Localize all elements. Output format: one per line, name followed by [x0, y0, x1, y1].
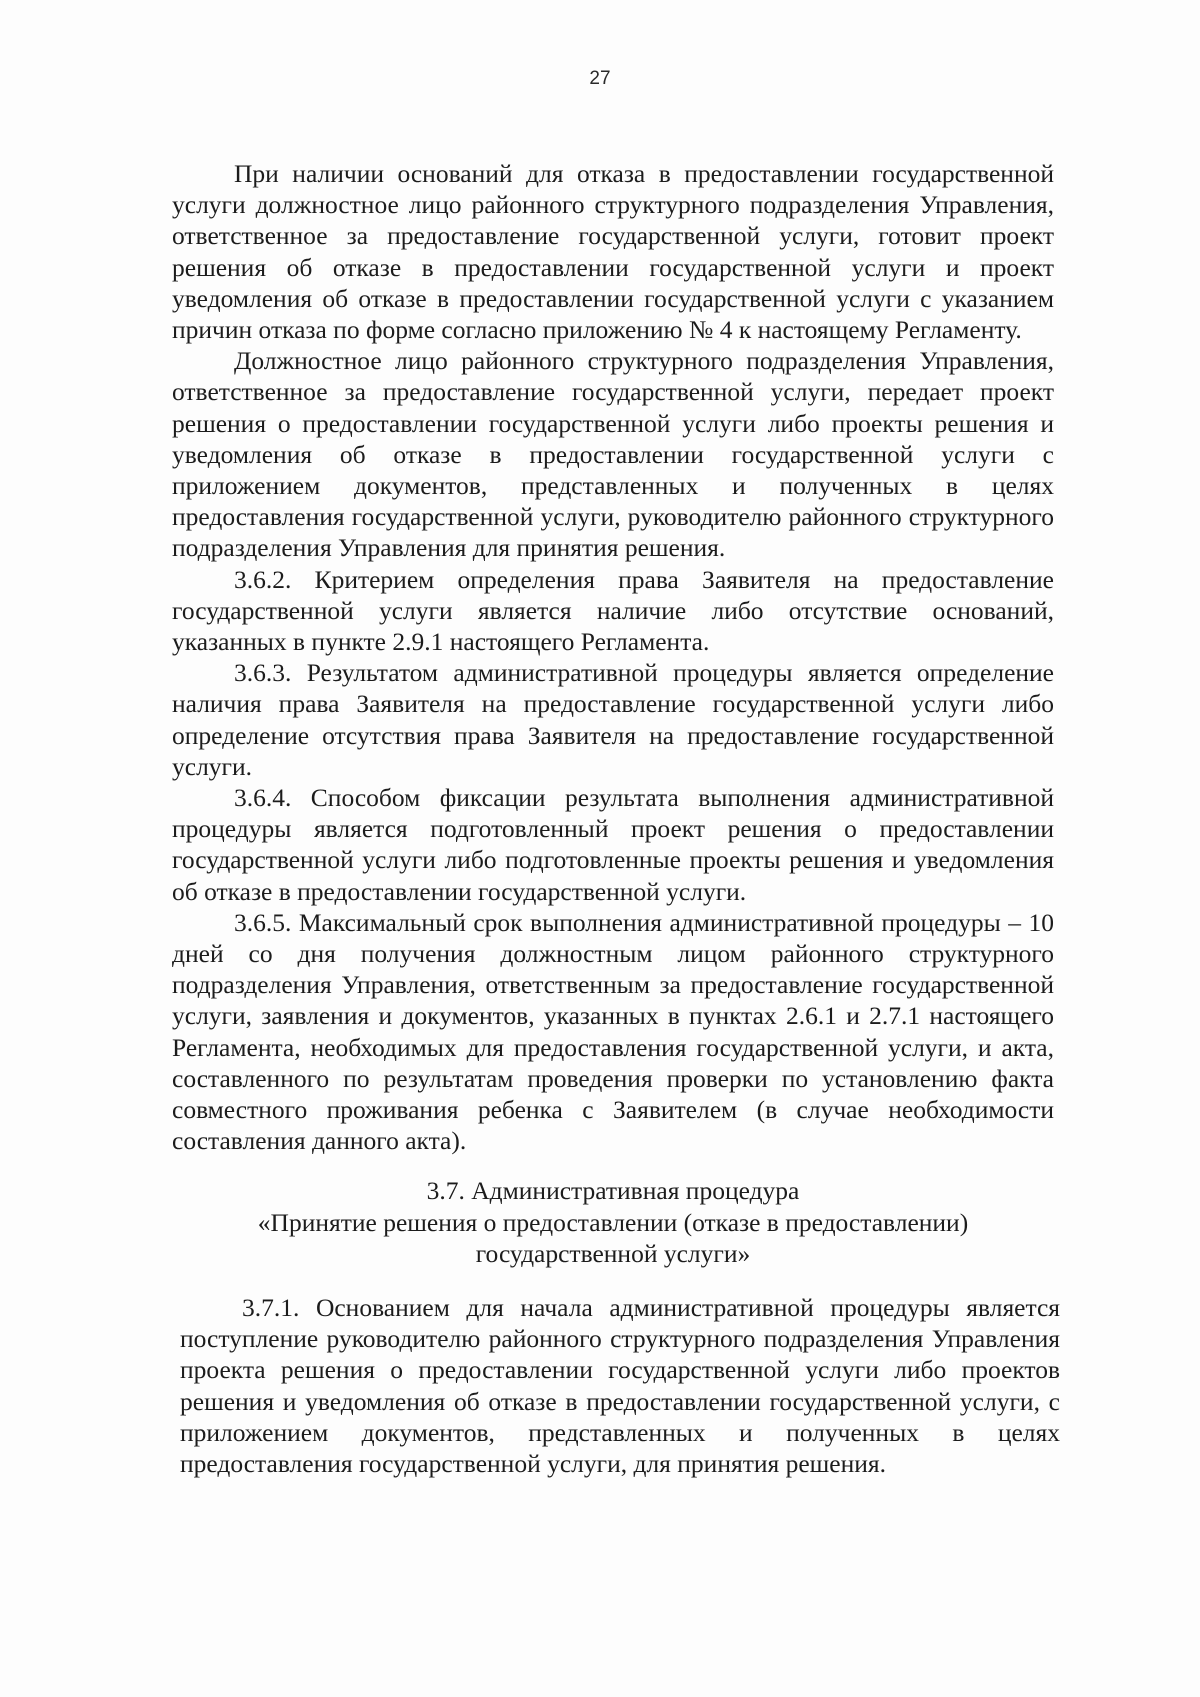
paragraph-3-6-5: 3.6.5. Максимальный срок выполнения административной процедуры – 10 дней со дня получения должностным лицом районного структурного подразделения Управления, ответственным за предоставление государственной услуги, заявления и документов, указанных в пунктах 2.6.1 и 2.7.1 настоящего Регламента, необходимых для предоставления государственной услуги, и акта, составленного по результатам проведения проверки по установлению факта совместного проживания ребенка с Заявителем (в случае необходимости составления данного акта).	[172, 907, 1054, 1156]
paragraph-3-6-3: 3.6.3. Результатом административной процедуры является определение наличия права Заявителя на предоставление государственной услуги либо определение отсутствия права Заявителя на предоставление государственной услуги.	[172, 658, 1054, 781]
body-text-top	[172, 158, 1054, 1157]
paragraph-refusal-grounds: При наличии оснований для отказа в предоставлении государственной услуги должностное лицо районного структурного подразделения Управления, ответственное за предоставление государственной услуги, готовит проект решения об отказе в предоставлении государственной услуги и проект уведомления об отказе в предоставлении государственной услуги с указанием причин отказа по форме согласно приложению № 4 к настоящему Регламенту.	[172, 159, 1054, 345]
section-heading-line-2: «Принятие решения о предоставлении (отказе в предоставлении)	[257, 1207, 969, 1237]
paragraph-3-7-1: 3.7.1. Основанием для начала административной процедуры является поступление руководителю районного структурного подразделения Управления проекта решения о предоставлении государственной услуги либо проектов решения и уведомления об отказе в предоставлении государственной услуги, с приложением документов, представленных и полученных в целях предоставления государственной услуги, для принятия решения.	[180, 1293, 1060, 1479]
paragraph-3-6-4: 3.6.4. Способом фиксации результата выполнения административной процедуры является подготовленный проект решения о предоставлении государственной услуги либо подготовленные проекты решения и уведомления об отказе в предоставлении государственной услуги.	[172, 783, 1054, 906]
section-heading-3-7	[172, 1175, 1054, 1270]
paragraph-3-6-2: 3.6.2. Критерием определения права Заявителя на предоставление государственной услуги является наличие либо отсутствие оснований, указанных в пункте 2.9.1 настоящего Регламента.	[172, 564, 1054, 657]
body-text-bottom	[180, 1292, 1060, 1479]
paragraph-official-transfer: Должностное лицо районного структурного подразделения Управления, ответственное за предоставление государственной услуги, передает проект решения о предоставлении государственной услуги либо проекты решения и уведомления об отказе в предоставлении государственной услуги с приложением документов, представленных и полученных в целях предоставления государственной услуги, руководителю районного структурного подразделения Управления для принятия решения.	[172, 346, 1054, 563]
section-heading-line-3: государственной услуги»	[475, 1239, 751, 1268]
page-number: 27	[589, 68, 611, 89]
section-heading-line-1: 3.7. Административная процедура	[426, 1176, 800, 1205]
